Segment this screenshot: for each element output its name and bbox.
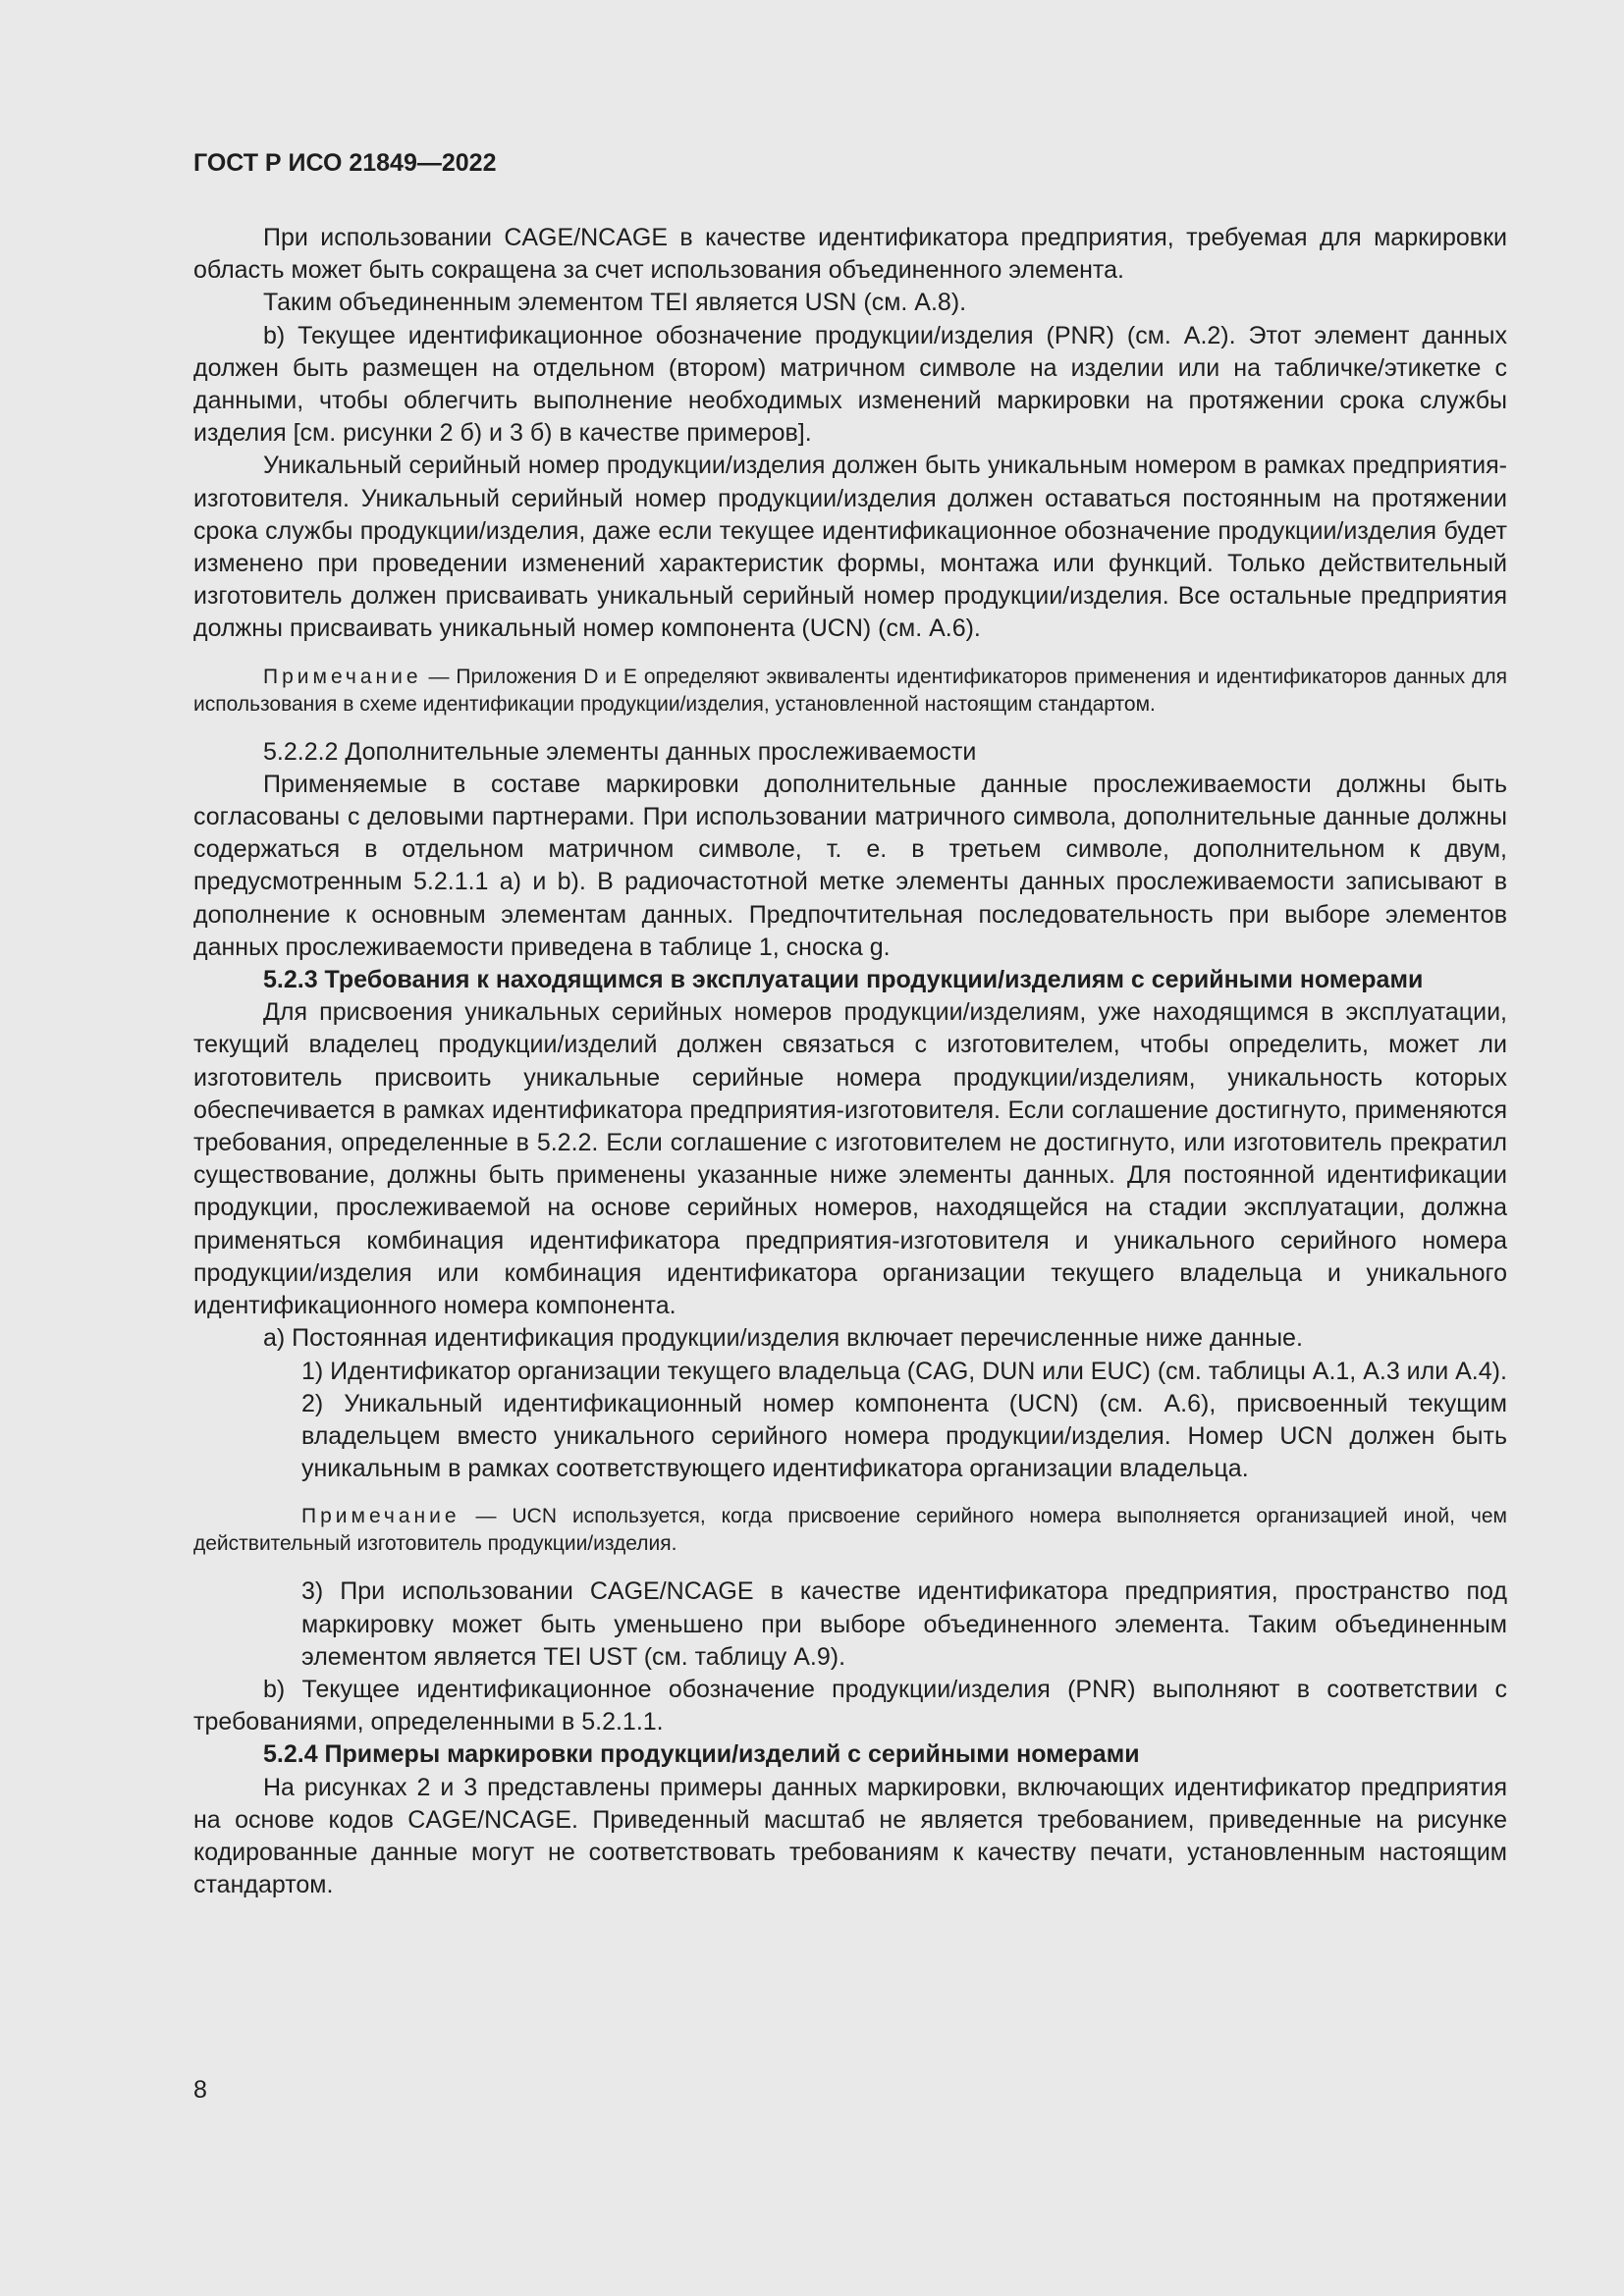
list-item-a-1: 1) Идентификатор организации текущего владельца (CAG, DUN или EUC) (см. таблицы А.1, А.3 или А.4). [301, 1357, 1507, 1385]
note-label: Примечание [301, 1505, 460, 1528]
section-heading-5-2-3: 5.2.3 Требования к находящимся в эксплуатации продукции/изделиям с серийными номерами [263, 966, 1424, 994]
paragraph-in-service: Для присвоения уникальных серийных номеров продукции/изделиям, уже находящимся в эксплуатации, текущий владелец продукции/изделий должен связаться с изготовителем, чтобы определить, может ли изготовитель присвоить уникальные серийные номера продукции/изделиям, уникальность которых обеспечивается в рамках идентификатора предприятия-изготовителя. Если соглашение достигнуто, применяются требования, определенные в 5.2.2. Если соглашение с изготовителем не достигнуто, или изготовитель прекратил существование, должны быть применены указанные ниже элементы данных. Для постоянной идентификации продукции, прослеживаемой на основе серийных номеров, находящейся на стадии эксплуатации, должна применяться комбинация идентификатора предприятия-изготовителя и уникального серийного номера продукции/изделия или комбинация идентификатора организации текущего владельца и уникального идентификационного номера компонента. [193, 998, 1507, 1320]
list-item-b: b) Текущее идентификационное обозначение продукции/изделия (PNR) выполняют в соответствии с требованиями, определенными в 5.2.1.1. [193, 1675, 1507, 1736]
note-annex-d-e [193, 664, 1507, 719]
section-heading-5-2-2-2: 5.2.2.2 Дополнительные элементы данных прослеживаемости [263, 737, 977, 766]
paragraph-examples: На рисунках 2 и 3 представлены примеры данных маркировки, включающих идентификатор предприятия на основе кодов CAGE/NCAGE. Приведенный масштаб не является требованием, приведенные на рисунке кодированные данные могут не соответствовать требованиям к качеству печати, установленным настоящим стандартом. [193, 1773, 1507, 1899]
note-ucn [193, 1503, 1507, 1558]
list-item-a: а) Постоянная идентификация продукции/изделия включает перечисленные ниже данные. [263, 1324, 1303, 1353]
note-label: Примечание [263, 665, 422, 688]
note-text: — UCN используется, когда присвоение серийного номера выполняется организацией иной, чем действительный изготовитель продукции/изделия. [193, 1505, 1507, 1556]
paragraph-traceability: Применяемые в составе маркировки дополнительные данные прослеживаемости должны быть согласованы с деловыми партнерами. При использовании матричного символа, дополнительные данные должны содержаться в отдельном матричном символе, т. е. в третьем символе, дополнительном к двум, предусмотренным 5.2.1.1 а) и b). В радиочастотной метке элементы данных прослеживаемости записывают в дополнение к основным элементам данных. Предпочтительная последовательность при выборе элементов данных прослеживаемости приведена в таблице 1, сноска g. [193, 770, 1507, 961]
section-heading-5-2-4: 5.2.4 Примеры маркировки продукции/изделий с серийными номерами [263, 1740, 1140, 1769]
list-item-a-3: 3) При использовании CAGE/NCAGE в качестве идентификатора предприятия, пространство под маркировку может быть уменьшено при выборе объединенного элемента. Таким объединенным элементом является TEI UST (см. таблицу А.9). [301, 1577, 1507, 1671]
page-number: 8 [193, 2076, 207, 2104]
list-item-a-2: 2) Уникальный идентификационный номер компонента (UCN) (см. А.6), присвоенный текущим владельцем вместо уникального серийного номера продукции/изделия. Номер UCN должен быть уникальным в рамках соответствующего идентификатора организации владельца. [301, 1389, 1507, 1483]
paragraph-pnr: b) Текущее идентификационное обозначение продукции/изделия (PNR) (см. А.2). Этот элемент данных должен быть размещен на отдельном (втором) матричном символе на изделии или на табличке/этикетке с данными, чтобы облегчить выполнение необходимых изменений маркировки на протяжении срока службы изделия [см. рисунки 2 б) и 3 б) в качестве примеров]. [193, 321, 1507, 448]
paragraph-unique-serial: Уникальный серийный номер продукции/изделия должен быть уникальным номером в рамках предприятия-изготовителя. Уникальный серийный номер продукции/изделия должен оставаться постоянным на протяжении срока службы продукции/изделия, даже если текущее идентификационное обозначение продукции/изделия будет изменено при проведении изменений характеристик формы, монтажа или функций. Только действительный изготовитель должен присваивать уникальный серийный номер продукции/изделия. Все остальные предприятия должны присваивать уникальный номер компонента (UCN) (см. А.6). [193, 452, 1507, 643]
document-header: ГОСТ Р ИСО 21849—2022 [193, 149, 497, 177]
document-page [193, 147, 1507, 1901]
note-text: — Приложения D и E определяют эквиваленты идентификаторов применения и идентификаторов данных для использования в схеме идентификации продукции/изделия, установленной настоящим стандартом. [193, 665, 1507, 716]
paragraph-tei-usn: Таким объединенным элементом TEI является USN (см. А.8). [263, 289, 967, 317]
paragraph-cage-area: При использовании CAGE/NCAGE в качестве идентификатора предприятия, требуемая для маркировки область может быть сокращена за счет использования объединенного элемента. [193, 224, 1507, 285]
